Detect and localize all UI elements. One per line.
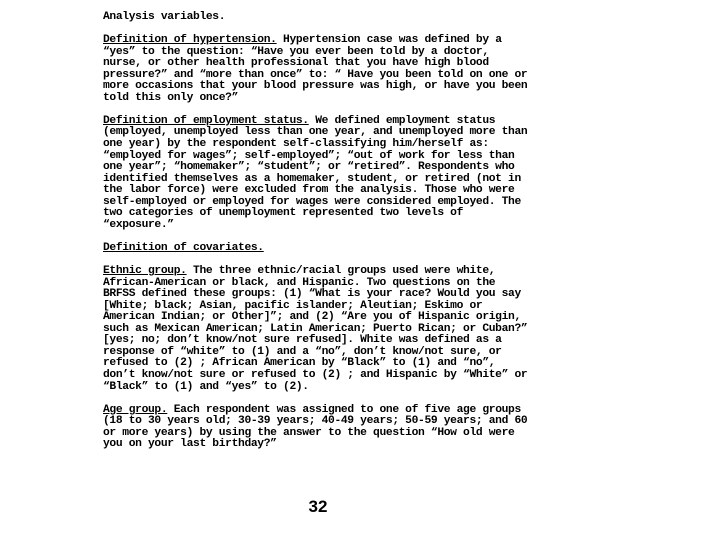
- page-number: 32: [308, 497, 328, 516]
- section-title-hypertension: Definition of hypertension.: [103, 34, 277, 47]
- section-text-employment: We defined employment status (employed, unemployed less than one year, and unemployed more than one year) by the respondent self-classifying him/herself as: “employed for wages”; self-employed”; “out of work for less than one year”; “homemaker”; “student”; or “retired”. Respondents who identified themselves as a homemaker, student, or retired (not in the labor force) were excluded from the analysis. Those who were self-employed or employed for wages were considered employed. The two categories of unemployment represented two levels of “exposure.”: [103, 114, 528, 231]
- section-text-hypertension: Hypertension case was defined by a “yes” to the question: “Have you ever been told by a doctor, nurse, or other health professional that you have high blood pressure?” and “more than once” to: “ Have you been told on one or more occasions that your blood pressure was high, or have you been told this only once?”: [103, 34, 528, 104]
- section-text-ethnic-group: The three ethnic/racial groups used were white, African-American or black, and Hispanic. Two questions on the BRFSS defined these groups: (1) “What is your race? Would you say [White; black; Asian, pacific islander; Aleutian; Eskimo or American Indian; or Other]”; and (2) “Are you of Hispanic origin, such as Mexican American; Latin American; Puerto Rican; or Cuban?” [yes; no; don’t know/not sure refused]. White was defined as a response of “white” to (1) and a “no”, don’t know/not sure, or refused to (2) ; African American by “Black” to (1) and “no”, don’t know/not sure or refused to (2) ; and Hispanic by “White” or “Black” to (1) and “yes” to (2).: [103, 265, 528, 393]
- section-title-covariates: Definition of covariates.: [103, 241, 264, 254]
- hypertension-definition: [103, 35, 533, 104]
- document-heading: Analysis variables.: [103, 11, 226, 23]
- ethnic-group-definition: [103, 266, 533, 393]
- covariates-definition: [103, 243, 533, 255]
- age-group-definition: [103, 405, 533, 451]
- section-title-ethnic-group: Ethnic group.: [103, 265, 187, 278]
- section-title-employment: Definition of employment status.: [103, 114, 309, 127]
- section-text-age-group: Each respondent was assigned to one of five age groups (18 to 30 years old; 30-39 years; 40-49 years; 50-59 years; and 60 or more years) by using the answer to the question “How old were you on your last birthday?”: [103, 403, 528, 451]
- section-title-age-group: Age group.: [103, 403, 168, 416]
- employment-definition: [103, 116, 533, 231]
- document-body: [103, 12, 533, 462]
